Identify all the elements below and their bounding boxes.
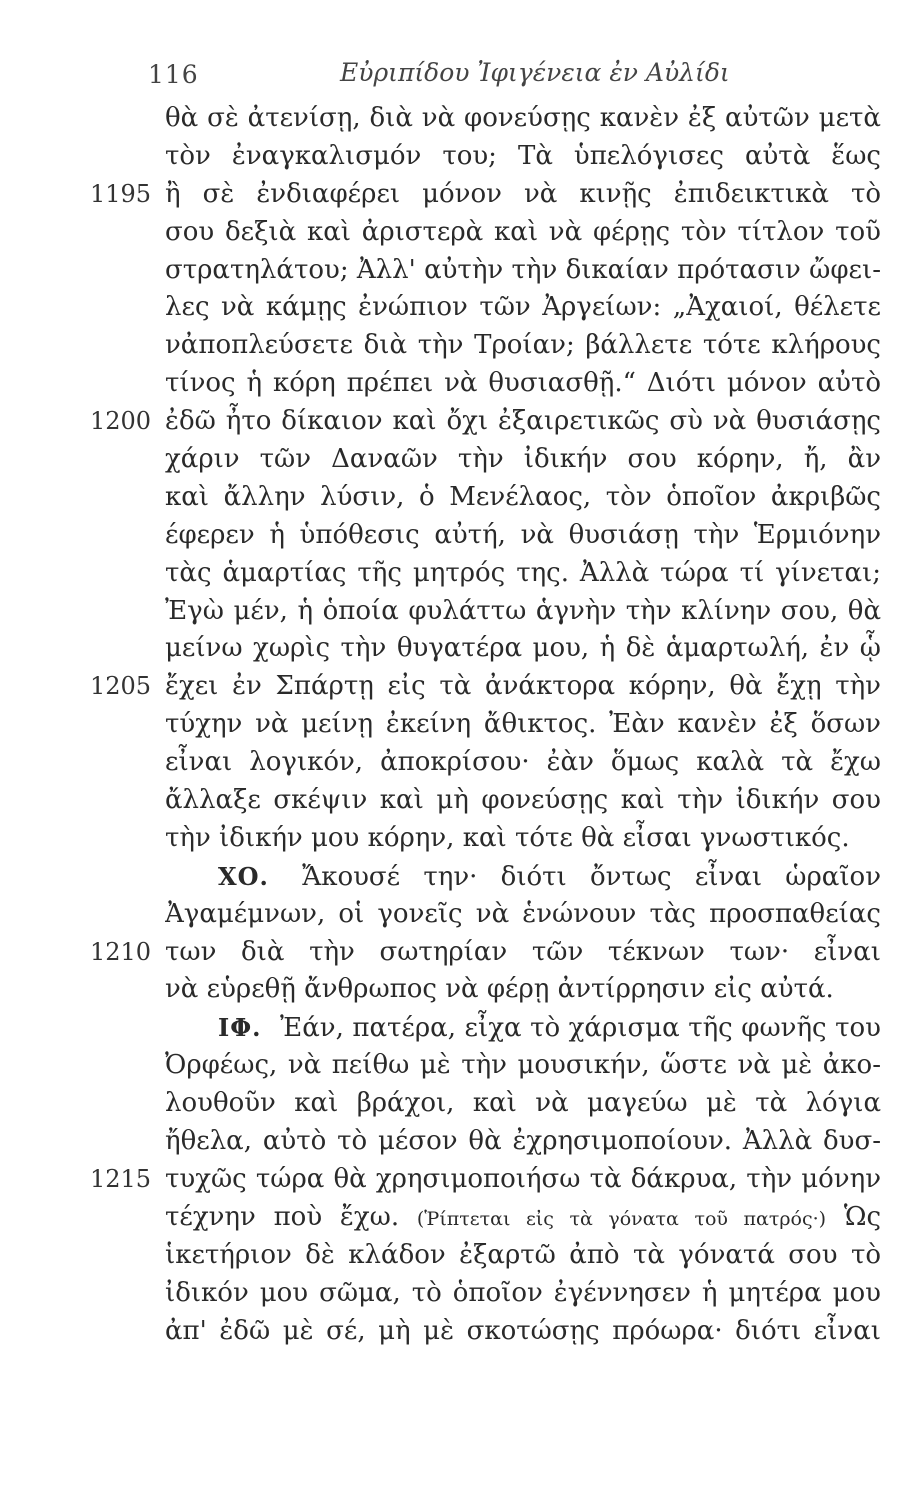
line-content: τίνος ἡ κόρη πρέπει νὰ θυσιασθῇ.“ Διότι μόνον αὐτὸ bbox=[165, 368, 881, 399]
line-text bbox=[165, 214, 881, 252]
running-head: Εὐριπίδου Ἰφιγένεια ἐν Αὐλίδι bbox=[340, 58, 730, 87]
line-content: έφερεν ἡ ὑπόθεσις αὐτή, νὰ θυσιάσῃ τὴν Ἑρμιόνην bbox=[165, 519, 881, 550]
line-text bbox=[165, 593, 881, 631]
line-text bbox=[165, 971, 881, 1009]
text-line bbox=[0, 517, 906, 555]
line-text bbox=[165, 479, 881, 517]
text-line bbox=[0, 1047, 906, 1085]
line-content: Ἐγὼ μέν, ἡ ὁποία φυλάττω ἁγνὴν τὴν κλίνην σου, θὰ bbox=[165, 595, 881, 626]
line-content: των διὰ τὴν σωτηρίαν τῶν τέκνων των· εἶναι bbox=[165, 936, 881, 967]
line-text bbox=[165, 1123, 881, 1161]
line-content: στρατηλάτου; Ἀλλ' αὐτὴν τὴν δικαίαν πρότασιν ὤφει- bbox=[165, 254, 881, 285]
text-line bbox=[0, 214, 906, 252]
line-text bbox=[165, 517, 881, 555]
page-number: 116 bbox=[148, 60, 199, 89]
text-line bbox=[0, 252, 906, 290]
line-content: τύχην νὰ μείνῃ ἐκείνη ἄθικτος. Ἐὰν κανὲν ἐξ ὅσων bbox=[165, 709, 881, 740]
line-text bbox=[165, 1275, 881, 1313]
text-line bbox=[0, 744, 906, 782]
line-text bbox=[165, 555, 881, 593]
line-content: ἰδικόν μου σῶμα, τὸ ὁποῖον ἐγέννησεν ἡ μητέρα μου bbox=[165, 1277, 881, 1308]
line-content: ἐδῶ ἦτο δίκαιον καὶ ὄχι ἐξαιρετικῶς σὺ νὰ θυσιάσῃς bbox=[165, 406, 881, 437]
text-line bbox=[0, 479, 906, 517]
line-content: τυχῶς τώρα θὰ χρησιμοποιήσω τὰ δάκρυα, τὴν μόνην bbox=[165, 1163, 881, 1194]
text-line bbox=[0, 1199, 906, 1237]
line-content: ἱκετήριον δὲ κλάδον ἐξαρτῶ ἀπὸ τὰ γόνατά σου τὸ bbox=[165, 1239, 881, 1270]
line-text bbox=[165, 1047, 881, 1085]
line-number: 1200 bbox=[90, 407, 152, 436]
line-text bbox=[165, 1199, 881, 1237]
line-content: νὰ εὑρεθῇ ἄνθρωπος νὰ φέρῃ ἀντίρρησιν εἰς αὐτά. bbox=[165, 974, 834, 1005]
line-text bbox=[165, 668, 881, 706]
text-line bbox=[0, 668, 906, 706]
line-text bbox=[165, 1085, 881, 1123]
text-line bbox=[0, 555, 906, 593]
line-number: 1205 bbox=[90, 672, 152, 701]
line-content: σου δεξιὰ καὶ ἀριστερὰ καὶ νὰ φέρῃς τὸν τίτλον τοῦ bbox=[165, 216, 881, 247]
line-content: ἄλλαξε σκέψιν καὶ μὴ φονεύσῃς καὶ τὴν ἰδικήν σου bbox=[165, 785, 881, 816]
text-line bbox=[0, 971, 906, 1009]
text-line bbox=[0, 706, 906, 744]
line-content: καὶ ἄλλην λύσιν, ὁ Μενέλαος, τὸν ὁποῖον ἀκριβῶς bbox=[165, 481, 881, 512]
line-text bbox=[165, 327, 881, 365]
text-line bbox=[0, 1161, 906, 1199]
line-text bbox=[165, 100, 881, 138]
line-content: τέχνην ποὺ ἔχω. bbox=[165, 1201, 400, 1232]
text-line bbox=[0, 176, 906, 214]
line-content: ἀπ' ἐδῶ μὲ σέ, μὴ μὲ σκοτώσῃς πρόωρα· διότι εἶναι bbox=[165, 1315, 881, 1346]
line-number: 1210 bbox=[90, 937, 152, 966]
text-line bbox=[0, 1009, 906, 1047]
line-content: τὴν ἰδικήν μου κόρην, καὶ τότε θὰ εἶσαι γνωστικός. bbox=[165, 822, 850, 853]
line-text bbox=[218, 1009, 881, 1047]
line-content: τὰς ἁμαρτίας τῆς μητρός της. Ἀλλὰ τώρα τί γίνεται; bbox=[165, 557, 881, 588]
text-line bbox=[0, 327, 906, 365]
text-line bbox=[0, 1313, 906, 1351]
text-line bbox=[0, 289, 906, 327]
line-text bbox=[165, 176, 881, 214]
text-line bbox=[0, 365, 906, 403]
line-text bbox=[165, 934, 881, 972]
line-text bbox=[165, 252, 881, 290]
text-line bbox=[0, 782, 906, 820]
line-text bbox=[165, 1161, 881, 1199]
text-line bbox=[0, 1275, 906, 1313]
line-content: εἶναι λογικόν, ἀποκρίσου· ἐὰν ὅμως καλὰ τὰ ἔχω bbox=[165, 747, 881, 778]
text-line bbox=[0, 403, 906, 441]
line-content: λες νὰ κάμῃς ἐνώπιον τῶν Ἀργείων: „Ἀχαιοί, θέλετε bbox=[165, 292, 881, 323]
text-line bbox=[0, 441, 906, 479]
line-content: μείνω χωρὶς τὴν θυγατέρα μου, ἡ δὲ ἁμαρτωλή, ἐν ᾧ bbox=[165, 633, 881, 664]
line-content: ἤθελα, αὐτὸ τὸ μέσον θὰ ἐχρησιμοποίουν. Ἀλλὰ δυσ- bbox=[165, 1126, 881, 1157]
text-line bbox=[0, 593, 906, 631]
text-line bbox=[0, 1237, 906, 1275]
text-line bbox=[0, 1085, 906, 1123]
line-text bbox=[165, 630, 881, 668]
line-content: Ἄκουσέ την· διότι ὄντως εἶναι ὡραῖον bbox=[302, 861, 881, 892]
page-header bbox=[0, 52, 906, 96]
line-text bbox=[165, 1237, 881, 1275]
line-number: 1215 bbox=[90, 1164, 152, 1193]
line-content: τὸν ἐναγκαλισμόν του; Τὰ ὑπελόγισες αὐτὰ ἕως bbox=[165, 140, 881, 171]
line-text bbox=[165, 782, 881, 820]
stage-direction: (Ῥίπτεται εἰς τὰ γόνατα τοῦ πατρός·) bbox=[416, 1207, 827, 1230]
line-text bbox=[165, 1313, 881, 1351]
line-text bbox=[165, 744, 881, 782]
text-line bbox=[0, 138, 906, 176]
text-line bbox=[0, 100, 906, 138]
text-line bbox=[0, 934, 906, 972]
line-text bbox=[165, 365, 881, 403]
line-text bbox=[165, 441, 881, 479]
line-content: νἀποπλεύσετε διὰ τὴν Τροίαν; βάλλετε τότε κλήρους bbox=[165, 330, 881, 361]
text-line bbox=[0, 820, 906, 858]
speaker-label: ΙΦ. bbox=[218, 1013, 262, 1043]
line-text bbox=[165, 138, 881, 176]
line-text bbox=[218, 858, 881, 896]
line-text bbox=[165, 403, 881, 441]
line-text bbox=[165, 706, 881, 744]
line-text bbox=[165, 896, 881, 934]
line-content: ἔχει ἐν Σπάρτῃ εἰς τὰ ἀνάκτορα κόρην, θὰ ἔχῃ τὴν bbox=[165, 671, 881, 702]
text-line bbox=[0, 858, 906, 896]
line-number: 1195 bbox=[90, 179, 152, 208]
text-line bbox=[0, 896, 906, 934]
line-content: ἢ σὲ ἐνδιαφέρει μόνον νὰ κινῇς ἐπιδεικτικὰ τὸ bbox=[165, 178, 881, 209]
line-content: Ὀρφέως, νὰ πείθω μὲ τὴν μουσικήν, ὥστε νὰ μὲ ἀκο- bbox=[165, 1050, 881, 1081]
line-continuation: Ὡς bbox=[843, 1201, 881, 1232]
line-content: χάριν τῶν Δαναῶν τὴν ἰδικήν σου κόρην, ἤ, ἂν bbox=[165, 444, 881, 475]
text-line bbox=[0, 1123, 906, 1161]
line-text bbox=[165, 820, 881, 858]
line-content: Ἐάν, πατέρα, εἶχα τὸ χάρισμα τῆς φωνῆς του bbox=[280, 1013, 881, 1044]
line-content: θὰ σὲ ἀτενίσῃ, διὰ νὰ φονεύσῃς κανὲν ἐξ αὐτῶν μετὰ bbox=[165, 103, 881, 133]
line-content: Ἀγαμέμνων, οἱ γονεῖς νὰ ἑνώνουν τὰς προσπαθείας bbox=[165, 898, 881, 929]
text-line bbox=[0, 630, 906, 668]
speaker-label: ΧΟ. bbox=[218, 861, 269, 891]
line-content: λουθοῦν καὶ βράχοι, καὶ νὰ μαγεύω μὲ τὰ λόγια bbox=[165, 1088, 881, 1119]
text-body bbox=[0, 100, 906, 1350]
line-text bbox=[165, 289, 881, 327]
